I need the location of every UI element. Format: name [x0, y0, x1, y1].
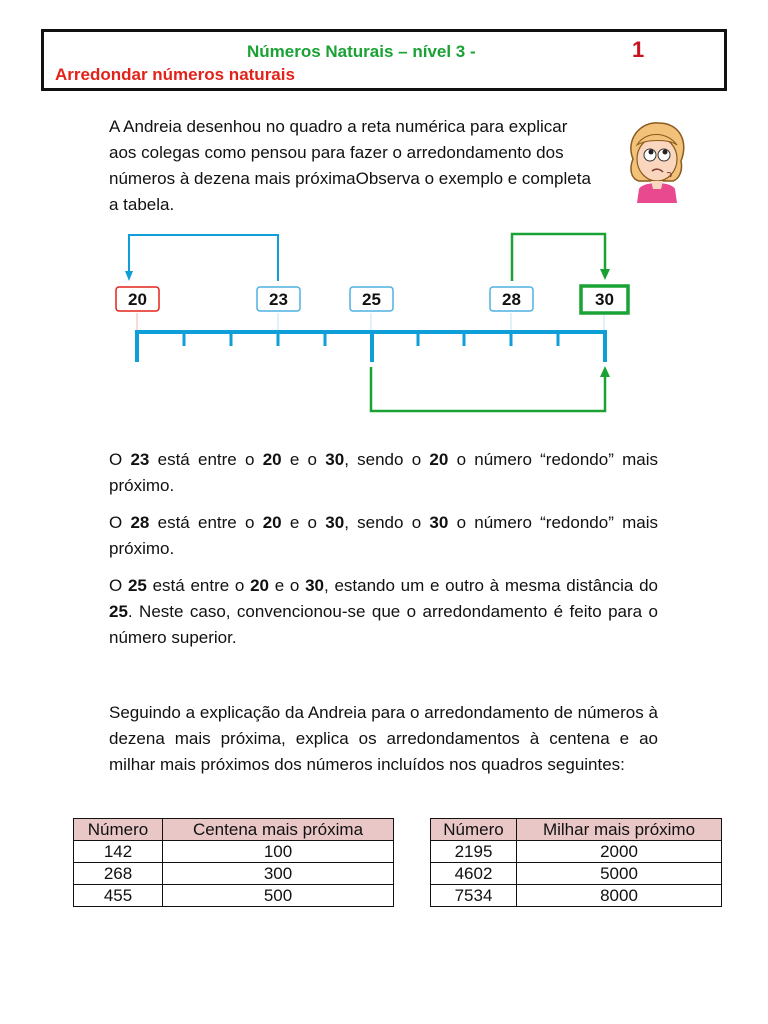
table-cell: 268: [74, 863, 163, 885]
table-cell: 300: [163, 863, 394, 885]
thinking-girl-icon: [623, 119, 689, 203]
worksheet-subtitle: Arredondar números naturais: [55, 65, 295, 84]
label-box-30: [581, 286, 628, 313]
table-row: [431, 885, 722, 907]
table-cell: 455: [74, 885, 163, 907]
table-cell: 2000: [517, 841, 722, 863]
instruction-paragraph: Seguindo a explicação da Andreia para o arredondamento de números à dezena mais próxima, explica os arredondamentos à centena e ao milhar mais próximos dos números incluídos nos quadros seguintes:: [109, 703, 658, 774]
table-cell: 142: [74, 841, 163, 863]
page-number: 1: [632, 37, 645, 62]
header-box: [41, 29, 727, 91]
column-header: Centena mais próxima: [163, 819, 394, 841]
table-row: [431, 841, 722, 863]
table-header-row: [431, 819, 722, 841]
column-header: Milhar mais próximo: [517, 819, 722, 841]
worksheet-title: Números Naturais – nível 3 -: [247, 42, 476, 61]
table-hundreds: [73, 818, 394, 907]
table-thousands: [430, 818, 722, 907]
label-20: 20: [128, 290, 147, 309]
statement-25: O 25 está entre o 20 e o 30, estando um e outro à mesma distância do 25. Neste caso, convencionou-se que o arredondamento é feito para o número superior.: [109, 576, 658, 647]
label-box-25: [350, 287, 393, 311]
label-box-28: [490, 287, 533, 311]
table-cell: 7534: [431, 885, 517, 907]
number-line-diagram: [100, 225, 650, 420]
label-23: 23: [269, 290, 288, 309]
column-header: Número: [74, 819, 163, 841]
table-cell: 500: [163, 885, 394, 907]
label-25: 25: [362, 290, 381, 309]
statement-23: O 23 está entre o 20 e o 30, sendo o 20 o número “redondo” mais próximo.: [109, 450, 658, 495]
table-row: [74, 841, 394, 863]
label-30: 30: [595, 290, 614, 309]
table-cell: 2195: [431, 841, 517, 863]
table-cell: 8000: [517, 885, 722, 907]
statement-28: O 28 está entre o 20 e o 30, sendo o 30 o número “redondo” mais próximo.: [109, 513, 658, 558]
table-cell: 4602: [431, 863, 517, 885]
column-header: Número: [431, 819, 517, 841]
table-row: [74, 885, 394, 907]
table-cell: 5000: [517, 863, 722, 885]
table-row: [74, 863, 394, 885]
intro-paragraph: A Andreia desenhou no quadro a reta numérica para explicar aos colegas como pensou para fazer o arredondamento dos números à dezena mais próximaObserva o exemplo e completa a tabela.: [109, 117, 591, 214]
table-cell: 100: [163, 841, 394, 863]
label-box-23: [257, 287, 300, 311]
label-box-20: [116, 287, 159, 311]
table-row: [431, 863, 722, 885]
label-28: 28: [502, 290, 521, 309]
table-header-row: [74, 819, 394, 841]
